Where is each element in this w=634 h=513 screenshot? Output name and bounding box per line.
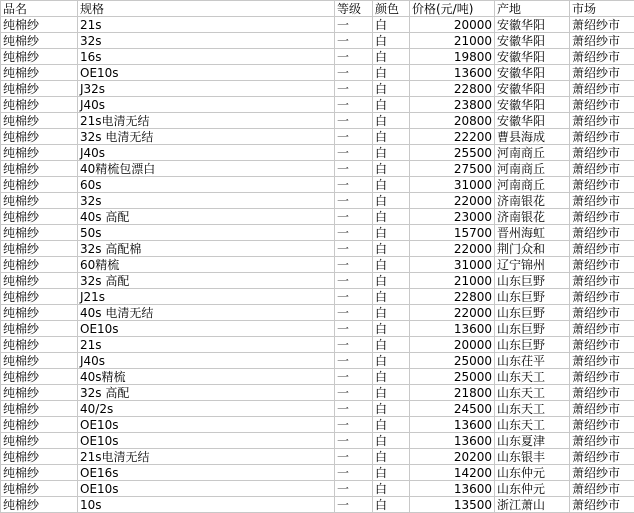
header-price[interactable]: 价格(元/吨) xyxy=(410,1,495,17)
table-row xyxy=(1,33,634,49)
table-row xyxy=(1,289,634,305)
cell-grade[interactable]: 一 xyxy=(335,33,373,49)
cell-market[interactable]: 萧绍纱市 xyxy=(570,145,634,161)
cell-market[interactable]: 萧绍纱市 xyxy=(570,177,634,193)
cell-grade[interactable]: 一 xyxy=(335,369,373,385)
cell-color[interactable]: 白 xyxy=(373,49,410,65)
cell-color[interactable]: 白 xyxy=(373,401,410,417)
table-row xyxy=(1,65,634,81)
cell-origin[interactable]: 浙江萧山 xyxy=(495,497,570,513)
cell-price[interactable]: 23000 xyxy=(410,209,495,225)
cell-spec[interactable]: J40s xyxy=(78,145,335,161)
cell-market[interactable]: 萧绍纱市 xyxy=(570,497,634,513)
cell-product[interactable]: 纯棉纱 xyxy=(1,129,78,145)
cell-grade[interactable]: 一 xyxy=(335,81,373,97)
cell-product[interactable]: 纯棉纱 xyxy=(1,209,78,225)
cell-price[interactable]: 19800 xyxy=(410,49,495,65)
header-row xyxy=(1,1,634,17)
cell-grade[interactable]: 一 xyxy=(335,113,373,129)
cell-market[interactable]: 萧绍纱市 xyxy=(570,97,634,113)
cell-color[interactable]: 白 xyxy=(373,465,410,481)
cell-color[interactable]: 白 xyxy=(373,369,410,385)
table-row xyxy=(1,465,634,481)
header-product[interactable]: 品名 xyxy=(1,1,78,17)
cell-spec[interactable]: OE10s xyxy=(78,321,335,337)
cell-product[interactable]: 纯棉纱 xyxy=(1,225,78,241)
cell-product[interactable]: 纯棉纱 xyxy=(1,241,78,257)
cell-price[interactable]: 22800 xyxy=(410,289,495,305)
cell-spec[interactable]: 50s xyxy=(78,225,335,241)
cell-market[interactable]: 萧绍纱市 xyxy=(570,17,634,33)
cell-market[interactable]: 萧绍纱市 xyxy=(570,321,634,337)
table-row xyxy=(1,17,634,33)
cell-product[interactable]: 纯棉纱 xyxy=(1,497,78,513)
cell-color[interactable]: 白 xyxy=(373,497,410,513)
cell-color[interactable]: 白 xyxy=(373,433,410,449)
table-row xyxy=(1,177,634,193)
cell-grade[interactable]: 一 xyxy=(335,289,373,305)
cell-color[interactable]: 白 xyxy=(373,161,410,177)
cell-origin[interactable]: 安徽华阳 xyxy=(495,97,570,113)
cell-market[interactable]: 萧绍纱市 xyxy=(570,273,634,289)
header-origin[interactable]: 产地 xyxy=(495,1,570,17)
cell-color[interactable]: 白 xyxy=(373,209,410,225)
cell-spec[interactable]: 32s 高配 xyxy=(78,385,335,401)
cell-price[interactable]: 22200 xyxy=(410,129,495,145)
cell-grade[interactable]: 一 xyxy=(335,241,373,257)
cell-spec[interactable]: 32s 高配 xyxy=(78,273,335,289)
cell-product[interactable]: 纯棉纱 xyxy=(1,353,78,369)
cell-grade[interactable]: 一 xyxy=(335,129,373,145)
cell-product[interactable]: 纯棉纱 xyxy=(1,177,78,193)
cell-grade[interactable]: 一 xyxy=(335,449,373,465)
header-spec[interactable]: 规格 xyxy=(78,1,335,17)
cell-spec[interactable]: J40s xyxy=(78,353,335,369)
cell-market[interactable]: 萧绍纱市 xyxy=(570,353,634,369)
table-row xyxy=(1,401,634,417)
cell-grade[interactable]: 一 xyxy=(335,465,373,481)
cell-color[interactable]: 白 xyxy=(373,225,410,241)
table-row xyxy=(1,433,634,449)
cell-spec[interactable]: J32s xyxy=(78,81,335,97)
table-row xyxy=(1,449,634,465)
cell-color[interactable]: 白 xyxy=(373,145,410,161)
cell-product[interactable]: 纯棉纱 xyxy=(1,49,78,65)
cell-origin[interactable]: 山东天工 xyxy=(495,369,570,385)
cell-spec[interactable]: 40s 高配 xyxy=(78,209,335,225)
cell-spec[interactable]: 40精梳包漂白 xyxy=(78,161,335,177)
cell-spec[interactable]: OE10s xyxy=(78,65,335,81)
cell-product[interactable]: 纯棉纱 xyxy=(1,273,78,289)
cell-spec[interactable]: 21s xyxy=(78,337,335,353)
cell-origin[interactable]: 山东巨野 xyxy=(495,321,570,337)
cell-spec[interactable]: 21s电清无结 xyxy=(78,449,335,465)
cell-color[interactable]: 白 xyxy=(373,353,410,369)
cell-color[interactable]: 白 xyxy=(373,481,410,497)
cell-price[interactable]: 25000 xyxy=(410,353,495,369)
cell-market[interactable]: 萧绍纱市 xyxy=(570,433,634,449)
cell-origin[interactable]: 荆门众和 xyxy=(495,241,570,257)
cell-origin[interactable]: 山东仲元 xyxy=(495,465,570,481)
table-row xyxy=(1,369,634,385)
cell-price[interactable]: 13600 xyxy=(410,417,495,433)
cell-spec[interactable]: 40s 电清无结 xyxy=(78,305,335,321)
cell-spec[interactable]: J21s xyxy=(78,289,335,305)
cell-product[interactable]: 纯棉纱 xyxy=(1,449,78,465)
cell-price[interactable]: 20000 xyxy=(410,337,495,353)
cell-color[interactable]: 白 xyxy=(373,273,410,289)
cell-product[interactable]: 纯棉纱 xyxy=(1,401,78,417)
cell-product[interactable]: 纯棉纱 xyxy=(1,433,78,449)
cell-spec[interactable]: 32s 高配棉 xyxy=(78,241,335,257)
table-row xyxy=(1,241,634,257)
cell-origin[interactable]: 山东巨野 xyxy=(495,289,570,305)
cell-product[interactable]: 纯棉纱 xyxy=(1,113,78,129)
cell-spec[interactable]: 40/2s xyxy=(78,401,335,417)
cell-spec[interactable]: 32s xyxy=(78,33,335,49)
cell-market[interactable]: 萧绍纱市 xyxy=(570,401,634,417)
cell-price[interactable]: 31000 xyxy=(410,257,495,273)
cell-price[interactable]: 15700 xyxy=(410,225,495,241)
cell-origin[interactable]: 山东夏津 xyxy=(495,433,570,449)
table-row xyxy=(1,97,634,113)
table-row xyxy=(1,161,634,177)
cell-origin[interactable]: 山东银丰 xyxy=(495,449,570,465)
table-row xyxy=(1,145,634,161)
cell-market[interactable]: 萧绍纱市 xyxy=(570,289,634,305)
cell-price[interactable]: 22000 xyxy=(410,241,495,257)
cell-spec[interactable]: OE16s xyxy=(78,465,335,481)
table-row xyxy=(1,385,634,401)
cell-price[interactable]: 13600 xyxy=(410,481,495,497)
cell-spec[interactable]: 21s xyxy=(78,17,335,33)
cell-spec[interactable]: OE10s xyxy=(78,417,335,433)
cell-price[interactable]: 21000 xyxy=(410,273,495,289)
cell-price[interactable]: 13600 xyxy=(410,65,495,81)
table-row xyxy=(1,113,634,129)
cell-price[interactable]: 22000 xyxy=(410,305,495,321)
cell-market[interactable]: 萧绍纱市 xyxy=(570,257,634,273)
cell-market[interactable]: 萧绍纱市 xyxy=(570,113,634,129)
cell-origin[interactable]: 河南商丘 xyxy=(495,161,570,177)
cell-market[interactable]: 萧绍纱市 xyxy=(570,81,634,97)
table-row xyxy=(1,81,634,97)
cell-grade[interactable]: 一 xyxy=(335,433,373,449)
cell-color[interactable]: 白 xyxy=(373,241,410,257)
cell-market[interactable]: 萧绍纱市 xyxy=(570,33,634,49)
cell-grade[interactable]: 一 xyxy=(335,209,373,225)
cell-price[interactable]: 13600 xyxy=(410,433,495,449)
cell-grade[interactable]: 一 xyxy=(335,305,373,321)
cell-market[interactable]: 萧绍纱市 xyxy=(570,193,634,209)
cell-color[interactable]: 白 xyxy=(373,449,410,465)
cell-product[interactable]: 纯棉纱 xyxy=(1,465,78,481)
cell-price[interactable]: 20200 xyxy=(410,449,495,465)
table-row xyxy=(1,193,634,209)
cell-spec[interactable]: 60s xyxy=(78,177,335,193)
table-row xyxy=(1,273,634,289)
cell-product[interactable]: 纯棉纱 xyxy=(1,417,78,433)
cell-color[interactable]: 白 xyxy=(373,65,410,81)
cell-grade[interactable]: 一 xyxy=(335,65,373,81)
cell-price[interactable]: 21800 xyxy=(410,385,495,401)
cell-product[interactable]: 纯棉纱 xyxy=(1,369,78,385)
cell-color[interactable]: 白 xyxy=(373,177,410,193)
table-row xyxy=(1,481,634,497)
cell-price[interactable]: 13600 xyxy=(410,321,495,337)
table-row xyxy=(1,305,634,321)
cell-grade[interactable]: 一 xyxy=(335,225,373,241)
cell-grade[interactable]: 一 xyxy=(335,177,373,193)
cell-market[interactable]: 萧绍纱市 xyxy=(570,369,634,385)
cell-color[interactable]: 白 xyxy=(373,113,410,129)
cell-spec[interactable]: OE10s xyxy=(78,481,335,497)
cell-grade[interactable]: 一 xyxy=(335,97,373,113)
cell-origin[interactable]: 河南商丘 xyxy=(495,177,570,193)
table-row xyxy=(1,497,634,513)
cell-product[interactable]: 纯棉纱 xyxy=(1,257,78,273)
cell-grade[interactable]: 一 xyxy=(335,145,373,161)
cell-spec[interactable]: 32s xyxy=(78,193,335,209)
cell-origin[interactable]: 安徽华阳 xyxy=(495,17,570,33)
cell-market[interactable]: 萧绍纱市 xyxy=(570,209,634,225)
cell-price[interactable]: 23800 xyxy=(410,97,495,113)
cell-spec[interactable]: 16s xyxy=(78,49,335,65)
table-row xyxy=(1,49,634,65)
cell-origin[interactable]: 山东茌平 xyxy=(495,353,570,369)
cell-market[interactable]: 萧绍纱市 xyxy=(570,481,634,497)
table-row xyxy=(1,337,634,353)
cell-grade[interactable]: 一 xyxy=(335,161,373,177)
cell-grade[interactable]: 一 xyxy=(335,481,373,497)
cell-market[interactable]: 萧绍纱市 xyxy=(570,241,634,257)
cell-origin[interactable]: 曹县海成 xyxy=(495,129,570,145)
header-market[interactable]: 市场 xyxy=(570,1,634,17)
cell-color[interactable]: 白 xyxy=(373,17,410,33)
cell-product[interactable]: 纯棉纱 xyxy=(1,193,78,209)
cell-price[interactable]: 25000 xyxy=(410,369,495,385)
cell-origin[interactable]: 山东巨野 xyxy=(495,337,570,353)
cell-spec[interactable]: 40s精梳 xyxy=(78,369,335,385)
cell-price[interactable]: 14200 xyxy=(410,465,495,481)
table-row xyxy=(1,225,634,241)
cell-origin[interactable]: 山东仲元 xyxy=(495,481,570,497)
cell-color[interactable]: 白 xyxy=(373,81,410,97)
cell-grade[interactable]: 一 xyxy=(335,353,373,369)
cell-origin[interactable]: 山东巨野 xyxy=(495,273,570,289)
cell-market[interactable]: 萧绍纱市 xyxy=(570,49,634,65)
cell-grade[interactable]: 一 xyxy=(335,497,373,513)
cell-market[interactable]: 萧绍纱市 xyxy=(570,225,634,241)
cell-spec[interactable]: J40s xyxy=(78,97,335,113)
cell-origin[interactable]: 山东天工 xyxy=(495,417,570,433)
cell-grade[interactable]: 一 xyxy=(335,417,373,433)
table-row xyxy=(1,417,634,433)
table-row xyxy=(1,129,634,145)
cell-origin[interactable]: 安徽华阳 xyxy=(495,65,570,81)
cell-origin[interactable]: 安徽华阳 xyxy=(495,49,570,65)
cell-grade[interactable]: 一 xyxy=(335,257,373,273)
cell-price[interactable]: 27500 xyxy=(410,161,495,177)
table-row xyxy=(1,321,634,337)
cell-origin[interactable]: 济南银花 xyxy=(495,209,570,225)
cell-price[interactable]: 22000 xyxy=(410,193,495,209)
cell-product[interactable]: 纯棉纱 xyxy=(1,65,78,81)
cell-origin[interactable]: 晋州海虹 xyxy=(495,225,570,241)
table-body xyxy=(1,17,634,513)
header-color[interactable]: 颜色 xyxy=(373,1,410,17)
cell-product[interactable]: 纯棉纱 xyxy=(1,481,78,497)
cell-grade[interactable]: 一 xyxy=(335,337,373,353)
cell-color[interactable]: 白 xyxy=(373,417,410,433)
cell-market[interactable]: 萧绍纱市 xyxy=(570,385,634,401)
cell-color[interactable]: 白 xyxy=(373,289,410,305)
cell-product[interactable]: 纯棉纱 xyxy=(1,81,78,97)
cell-grade[interactable]: 一 xyxy=(335,193,373,209)
cell-product[interactable]: 纯棉纱 xyxy=(1,33,78,49)
cell-spec[interactable]: 10s xyxy=(78,497,335,513)
cell-color[interactable]: 白 xyxy=(373,337,410,353)
cell-color[interactable]: 白 xyxy=(373,257,410,273)
cell-origin[interactable]: 安徽华阳 xyxy=(495,33,570,49)
cell-color[interactable]: 白 xyxy=(373,321,410,337)
cell-grade[interactable]: 一 xyxy=(335,321,373,337)
cell-color[interactable]: 白 xyxy=(373,129,410,145)
cell-product[interactable]: 纯棉纱 xyxy=(1,17,78,33)
cell-origin[interactable]: 辽宁锦州 xyxy=(495,257,570,273)
table-row xyxy=(1,209,634,225)
header-grade[interactable]: 等级 xyxy=(335,1,373,17)
cell-product[interactable]: 纯棉纱 xyxy=(1,97,78,113)
cell-origin[interactable]: 河南商丘 xyxy=(495,145,570,161)
cell-color[interactable]: 白 xyxy=(373,305,410,321)
cell-market[interactable]: 萧绍纱市 xyxy=(570,449,634,465)
cell-market[interactable]: 萧绍纱市 xyxy=(570,337,634,353)
cell-price[interactable]: 25500 xyxy=(410,145,495,161)
cell-grade[interactable]: 一 xyxy=(335,385,373,401)
cell-origin[interactable]: 山东天工 xyxy=(495,385,570,401)
cell-price[interactable]: 13500 xyxy=(410,497,495,513)
cell-spec[interactable]: 60精梳 xyxy=(78,257,335,273)
cell-spec[interactable]: 32s 电清无结 xyxy=(78,129,335,145)
cell-origin[interactable]: 山东天工 xyxy=(495,401,570,417)
cell-market[interactable]: 萧绍纱市 xyxy=(570,305,634,321)
cell-color[interactable]: 白 xyxy=(373,97,410,113)
cell-color[interactable]: 白 xyxy=(373,33,410,49)
cell-price[interactable]: 22800 xyxy=(410,81,495,97)
cell-price[interactable]: 20800 xyxy=(410,113,495,129)
cell-market[interactable]: 萧绍纱市 xyxy=(570,65,634,81)
table-row xyxy=(1,257,634,273)
cell-color[interactable]: 白 xyxy=(373,193,410,209)
cell-market[interactable]: 萧绍纱市 xyxy=(570,465,634,481)
table-row xyxy=(1,353,634,369)
cell-grade[interactable]: 一 xyxy=(335,401,373,417)
cell-price[interactable]: 21000 xyxy=(410,33,495,49)
cell-product[interactable]: 纯棉纱 xyxy=(1,385,78,401)
cell-price[interactable]: 24500 xyxy=(410,401,495,417)
cell-product[interactable]: 纯棉纱 xyxy=(1,305,78,321)
cell-market[interactable]: 萧绍纱市 xyxy=(570,161,634,177)
cell-origin[interactable]: 安徽华阳 xyxy=(495,81,570,97)
cell-origin[interactable]: 安徽华阳 xyxy=(495,113,570,129)
cell-grade[interactable]: 一 xyxy=(335,273,373,289)
cell-grade[interactable]: 一 xyxy=(335,17,373,33)
cell-spec[interactable]: OE10s xyxy=(78,433,335,449)
cell-origin[interactable]: 山东巨野 xyxy=(495,305,570,321)
cell-price[interactable]: 31000 xyxy=(410,177,495,193)
cell-origin[interactable]: 济南银花 xyxy=(495,193,570,209)
cell-product[interactable]: 纯棉纱 xyxy=(1,337,78,353)
cell-product[interactable]: 纯棉纱 xyxy=(1,145,78,161)
cell-product[interactable]: 纯棉纱 xyxy=(1,161,78,177)
cell-product[interactable]: 纯棉纱 xyxy=(1,289,78,305)
cell-spec[interactable]: 21s电清无结 xyxy=(78,113,335,129)
cell-color[interactable]: 白 xyxy=(373,385,410,401)
cell-market[interactable]: 萧绍纱市 xyxy=(570,417,634,433)
cell-price[interactable]: 20000 xyxy=(410,17,495,33)
cell-grade[interactable]: 一 xyxy=(335,49,373,65)
cell-product[interactable]: 纯棉纱 xyxy=(1,321,78,337)
cell-market[interactable]: 萧绍纱市 xyxy=(570,129,634,145)
